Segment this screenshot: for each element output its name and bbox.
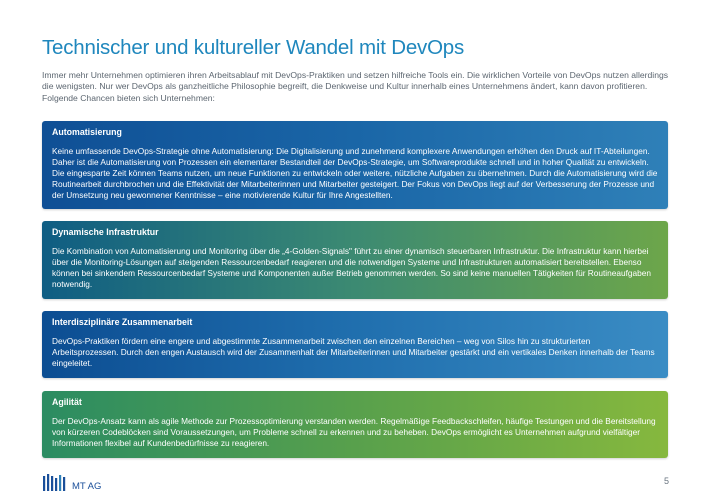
- card-text: Der DevOps-Ansatz kann als agile Methode zur Prozessoptimierung verstanden werden. Regelmäßige Feedbackschleifen, häufige Testungen und die Bereitstellung von kürzeren Codeblöcken sind Voraussetzungen, um Probleme schnell zu erkennen und zu beheben. DevOps ermöglicht es Unternehmen aufgrund vielfältiger Informationen flexibel auf Kundenbedürfnisse zu reagieren.: [52, 416, 656, 448]
- card-agilitaet: [42, 391, 668, 458]
- logo-text: MT AG: [72, 481, 102, 492]
- card-heading: Interdisziplinäre Zusammenarbeit: [52, 317, 193, 327]
- mt-logo-icon: [42, 472, 70, 494]
- card-text: DevOps-Praktiken fördern eine engere und abgestimmte Zusammenarbeit zwischen den einzelnen Bereichen – weg von Silos hin zu strukturierten Arbeitsprozessen. Durch den engen Austausch wird der Zusammenhalt der Mitarbeiterinnen und Mitarbeiter gestärkt und ein vertikales Denken innerhalb der Teams eingeleitet.: [52, 336, 655, 368]
- card-text: Keine umfassende DevOps-Strategie ohne Automatisierung: Die Digitalisierung und zunehmend komplexere Anwendungen erhöhen den Druck auf IT-Abteilungen. Daher ist die Automatisierung von Prozessen ein elementarer Bestandteil der DevOps-Strategie, um Softwareprodukte schnell und in hoher Qualität zu entwickeln. Die eingesparte Zeit können Teams nutzen, um neue Funktionen zu entwickeln oder weitere, nützliche Aufgaben zu übernehmen. Durch die Automatisierung wird die Routinearbeit durchbrochen und die Effektivität der Mitarbeiterinnen und Mitarbeiter gesteigert. Der Fokus von DevOps liegt auf der Verbesserung der Prozesse und der Umsetzung neu gewonnener Kenntnisse – eine motivierende Kultur für Ihre Angestellten.: [52, 146, 658, 200]
- card-interdisziplinaere-zusammenarbeit: [42, 311, 668, 378]
- intro-paragraph: Immer mehr Unternehmen optimieren ihren Arbeitsablauf mit DevOps-Praktiken und setzen hilfreiche Tools ein. Die wirklichen Vorteile von DevOps nutzen allerdings die wenigsten. Nur wer DevOps als ganzheitliche Philosophie begreift, die Denkweise und Kultur innerhalb eines Unternehmens ändert, kann davon profitieren. Folgende Chancen bieten sich Unternehmen:: [42, 70, 669, 103]
- page-number: 5: [664, 476, 670, 486]
- card-text: Die Kombination von Automatisierung und Monitoring über die „4-Golden-Signals" führt zu einer dynamisch steuerbaren Infrastruktur. Die Infrastruktur kann hierbei über die Monitoring-Lösungen auf steigenden Ressourcenbedarf reagieren und die notwendigen Systeme und Infrastrukturen automatisiert bereitstellen. Ebenso können bei sinkendem Ressourcenbedarf Systeme und Komponenten außer Betrieb genommen werden. So sind keine manuellen Tätigkeiten für Routineaufgaben notwendig.: [52, 246, 651, 289]
- company-logo: [42, 472, 112, 494]
- page-title: Technischer und kultureller Wandel mit DevOps: [42, 36, 465, 59]
- card-heading: Agilität: [52, 397, 82, 407]
- card-automatisierung: [42, 121, 668, 209]
- card-heading: Automatisierung: [52, 127, 122, 137]
- card-dynamische-infrastruktur: [42, 221, 668, 299]
- card-heading: Dynamische Infrastruktur: [52, 227, 159, 237]
